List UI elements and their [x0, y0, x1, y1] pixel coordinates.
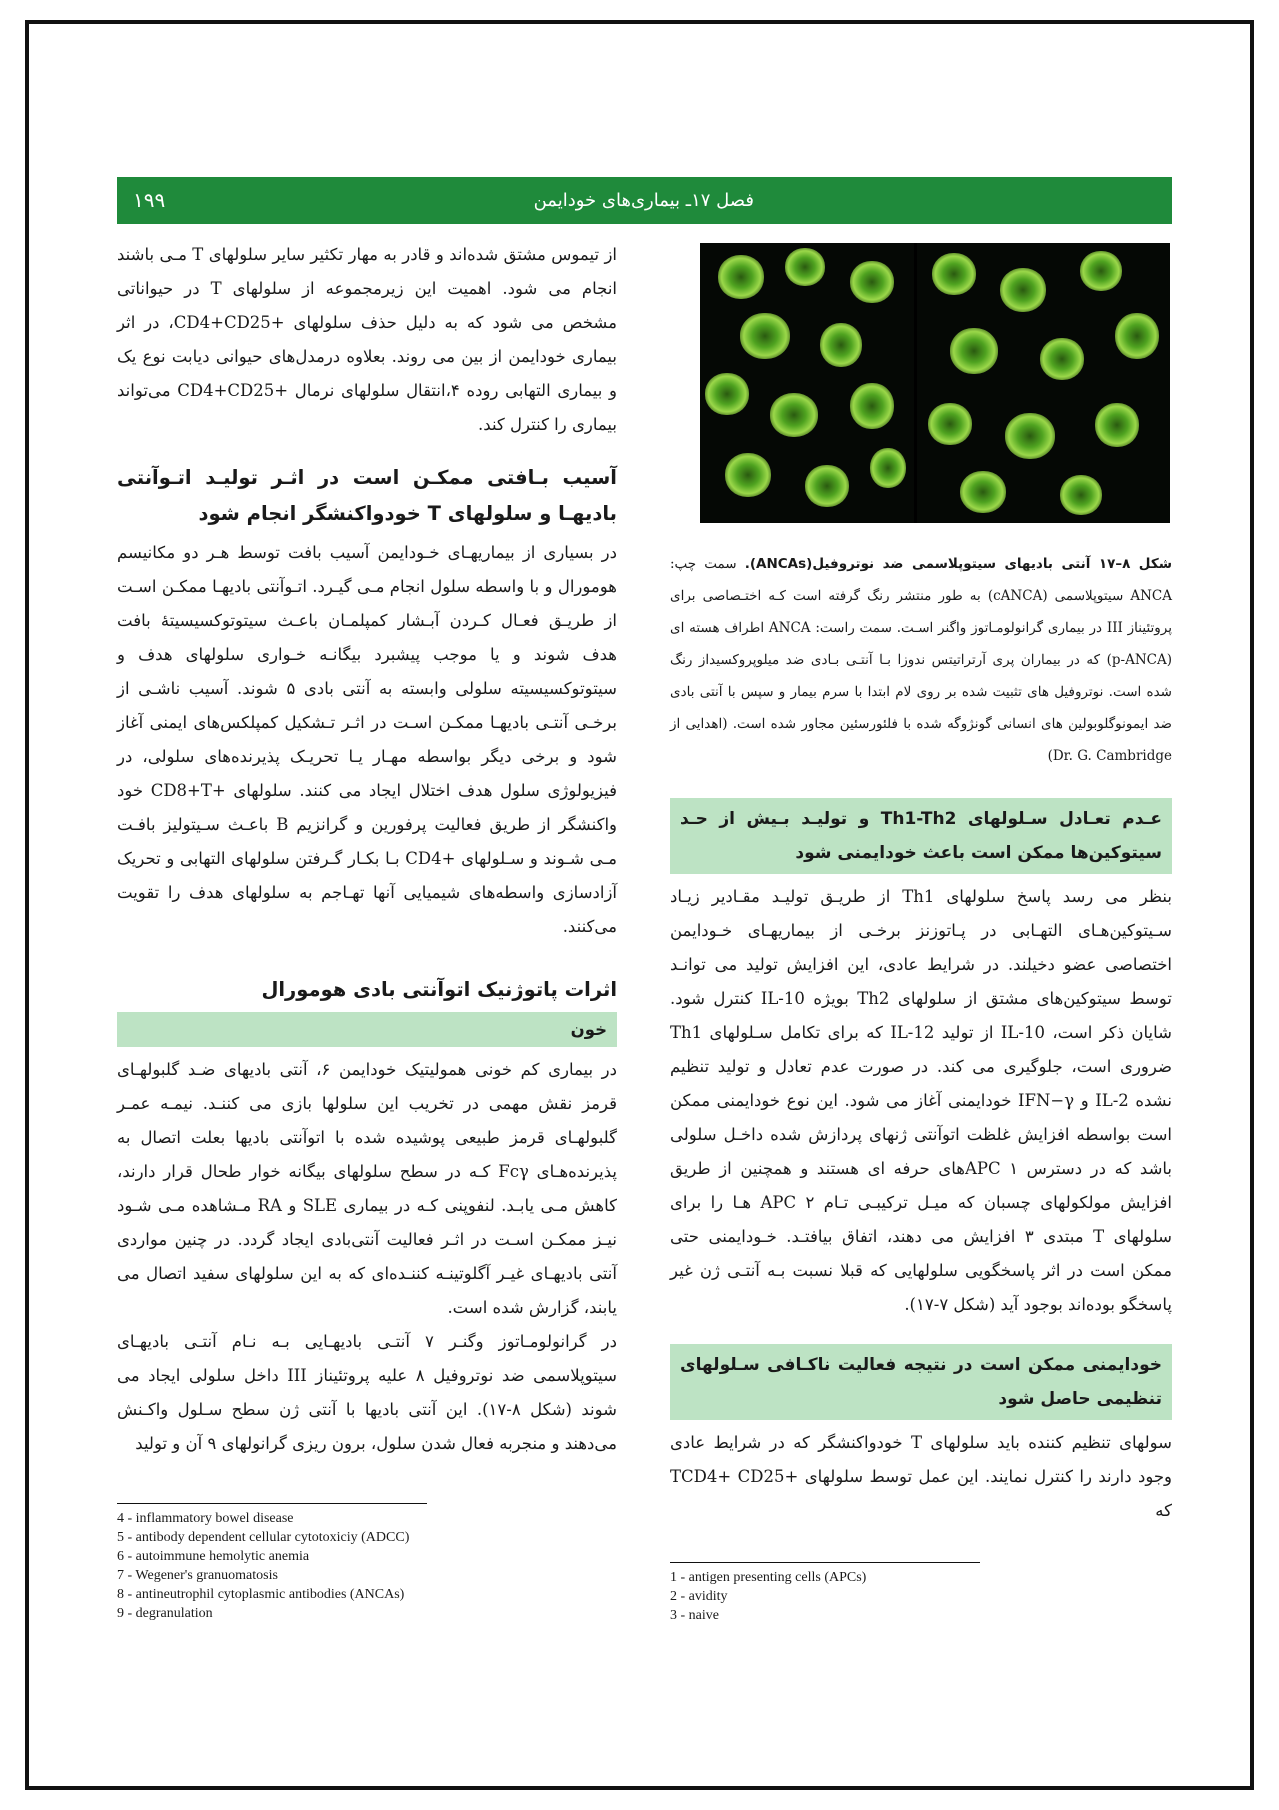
footnote-1: 1 - antigen presenting cells (APCs)	[670, 1570, 867, 1585]
paragraph-regulatory-cells: سولهای تنظیم کننده باید سلولهای T خودواکنشگر که در شرایط عادی وجود دارند را کنترل نمایند. این عمل توسط سلولهای +TCD4+ CD25 که	[670, 1433, 1173, 1520]
footnote-8: 8 - antineutrophil cytoplasmic antibodies (ANCAs)	[117, 1587, 405, 1602]
subheading-blood: خون	[117, 1012, 617, 1047]
footnote-6: 6 - autoimmune hemolytic anemia	[117, 1549, 310, 1564]
anca-micrograph	[700, 243, 1170, 523]
figure-caption-body: سمت چپ: ANCA سیتوپلاسمی (cANCA) به طور منتشر رنگ گرفته است کـه اختـصاصی برای پروتئیناز III در بیماری گرانولومـاتوز واگنر اسـت. سمت راست: ANCA اطراف هسته ای (p-ANCA) که در بیماران پری آرتراتیتس ندوزا بـا آنتـی بـادی ضد میلوپروکسیداز رنگ شده است. نوتروفیل های تثبیت شده بر روی لام ابتدا با سرم بیمار و سپس با آنتی بادی ضد ایمونوگلوبولین های انسانی گونژوگه شده با فلئورسئین مجاور شده است. (اهدایی از Dr. G. Cambridge)	[670, 556, 1172, 764]
heading-regulatory-cells: خودایمنی ممکن است در نتیجه فعالیت ناکـافی سـلولهای تنظیمی حاصل شود	[670, 1344, 1172, 1420]
footnote-rule-right	[670, 1562, 980, 1563]
footnotes-left	[117, 1509, 409, 1623]
right-column	[670, 548, 1172, 1528]
figure-caption-title: شکل ۸–۱۷ آنتی بادیهای سیتوپلاسمی ضد نوتروفیل(ANCAs).	[744, 556, 1172, 572]
paragraph-wegener: در گرانولومـاتوز وگنـر ۷ آنتـی بادیهـایی بـه نـام آنتـی بادیهـای سیتوپلاسمی ضد نوتروفیل ۸ علیه پروتئیناز III داخل سلولی ایجاد می شوند (شکل ۸-۱۷). این آنتی بادیها با آنتی ژن سطح سـلول واکـنش می‌دهند و منجربه فعال شدن سلول، برون ریزی گرانولهای ۹ آن و تولید	[117, 1332, 617, 1453]
heading-th1-th2: عـدم تعـادل سـلولهای Th1-Th2 و تولیـد بـیش از حـد سیتوکین‌ها ممکن است باعث خودایمنی شود	[670, 798, 1172, 874]
footnote-5: 5 - antibody dependent cellular cytotoxiciy (ADCC)	[117, 1530, 410, 1545]
footnotes-right	[670, 1568, 866, 1625]
intro-paragraph: از تیموس مشتق شده‌اند و قادر به مهار تکثیر سایر سلولهای T مـی باشند انجام می شود. اهمیت این زیرمجموعه از سلولهای T در حیواناتی مشخص می شود که به دلیل حذف سلولهای +CD4+CD25، در اثر بیماری خودایمن از بین می روند. بعلاوه درمدل‌های حیوانی دیابت نوع یک و بیماری التهابی روده ۴،انتقال سلولهای نرمال +CD4+CD25 می‌تواند بیماری را کنترل کند.	[117, 245, 618, 434]
footnote-9: 9 - degranulation	[117, 1606, 213, 1621]
footnote-rule-left	[117, 1503, 427, 1504]
heading-pathogenic-effects: اثرات پاتوژنیک اتوآنتی بادی هومورال	[261, 978, 617, 1001]
footnote-7: 7 - Wegener's granuomatosis	[117, 1568, 278, 1583]
page-header	[117, 177, 1172, 224]
left-column	[117, 238, 617, 1461]
figure-caption	[670, 548, 1172, 772]
page-number: ۱۹۹	[133, 188, 166, 212]
footnote-4: 4 - inflammatory bowel disease	[117, 1511, 294, 1526]
paragraph-blood: در بیماری کم خونی همولیتیک خودایمن ۶، آنتی بادیهای ضـد گلبولهـای قرمز نقش مهمی در تخریب این سلولها بازی می کننـد. نیمـه عمـر گلبولهـای قرمز طبیعی پوشیده شده با اتوآنتی بادیها بعلت اتصال به پذیرنده‌هـای Fcγ کـه در سطح سلولهای بیگانه خوار طحال قرار دارند، کاهش مـی یابـد. لنفوپنی کـه در بیماری SLE و RA مـشاهده مـی شـود نیـز ممکـن اسـت در اثـر فعالیت آنتی‌بادی ایجاد گردد. در چنین مواردی آنتی بادیهـای غیـر آگلوتینـه کننـده‌ای که به این سلولهای سفید اتصال می یابند، گزارش شده است.	[117, 1060, 617, 1317]
chapter-title: فصل ۱۷ـ بیماری‌های خودایمن	[533, 190, 754, 211]
paragraph-tissue-damage: در بسیاری از بیماریهـای خـودایمن آسیب بافت توسط هـر دو مکانیسم هومورال و با واسطه سلول انجام مـی گیـرد. اتـوآنتی بادیهـا ممکـن اسـت از طریـق فعـال کـردن آبـشار کمپلمـان باعـث سیتوتوکسیسیتهٔ بافت هدف شوند و یا موجب پیشبرد بیگانـه خـواری سلولهای هدف و سیتوتوکسیسیته سلولی وابسته به آنتی بادی ۵ شوند. آسیب ناشـی از برخـی آنتـی بادیهـا ممکـن اسـت در اثـر تـشکیل کمپلکس‌های ایمنی آغاز شود و برخی دیگر بواسطه مهـار یـا تحریـک پذیرنده‌های سلولی، در فیزیولوژی سلول هدف اختلال ایجاد می کنند. سلولهای +CD8+T خود واکنشگر از طریق فعالیت پرفورین و گرانزیم B باعـث سـیتولیز بافـت مـی شـوند و سـلولهای +CD4 بـا بکـار گـرفتن سلولهای التهابی و تحریک آزادسازی واسطه‌های شیمیایی آنها تهـاجم به سلولهای هدف را تقویت می‌کنند.	[117, 543, 617, 936]
paragraph-th1-th2: بنظر می رسد پاسخ سلولهای Th1 از طریـق تولیـد مقـادیر زیـاد سـیتوکین‌هـای التهـابی در پـاتوزنز برخـی از بیماریهـای خـودایمن اختصاصی عضو دخیلند. در شرایط عادی، این افزایش تولید می توانـد توسط سیتوکین‌های مشتق از سلولهای Th2 بویژه IL-10 کنترل شود. شایان ذکر است، IL-10 از تولید IL-12 که برای تکامل سـلولهای Th1 ضروری است، جلوگیری می کند. در صورت عدم تعادل و تولید تنظیم نشده IL-2 و IFN−γ خودایمنی آغاز می شود. این نوع خودایمنی ممکن است بواسطه افزایش غلظت اتوآنتی ژنهای پردازش شده داخـل سلولی باشد که در دسترس APC ۱های حرفه ای هستند و همچنین از طریق افزایش مولکولهای چسبان که میـل ترکیبـی تـام ۲ APC هـا را برای سلولهای T مبتدی ۳ افزایش می دهند، اتفاق بیافتـد. خـودایمنی حتی ممکن است در اثر پاسخگویی سلولهایی که قبلا نسبت بـه آنتـی ژن غیر پاسخگو بوده‌اند بوجود آید (شکل ۷-۱۷).	[670, 887, 1173, 1314]
footnote-2: 2 - avidity	[670, 1589, 728, 1604]
heading-tissue-damage: آسیب بـافتی ممکـن است در اثـر تولیـد اتـوآنتی بادیهـا و سلولهای T خودواکنشگر انجام شود	[117, 466, 617, 525]
footnote-3: 3 - naive	[670, 1608, 719, 1623]
